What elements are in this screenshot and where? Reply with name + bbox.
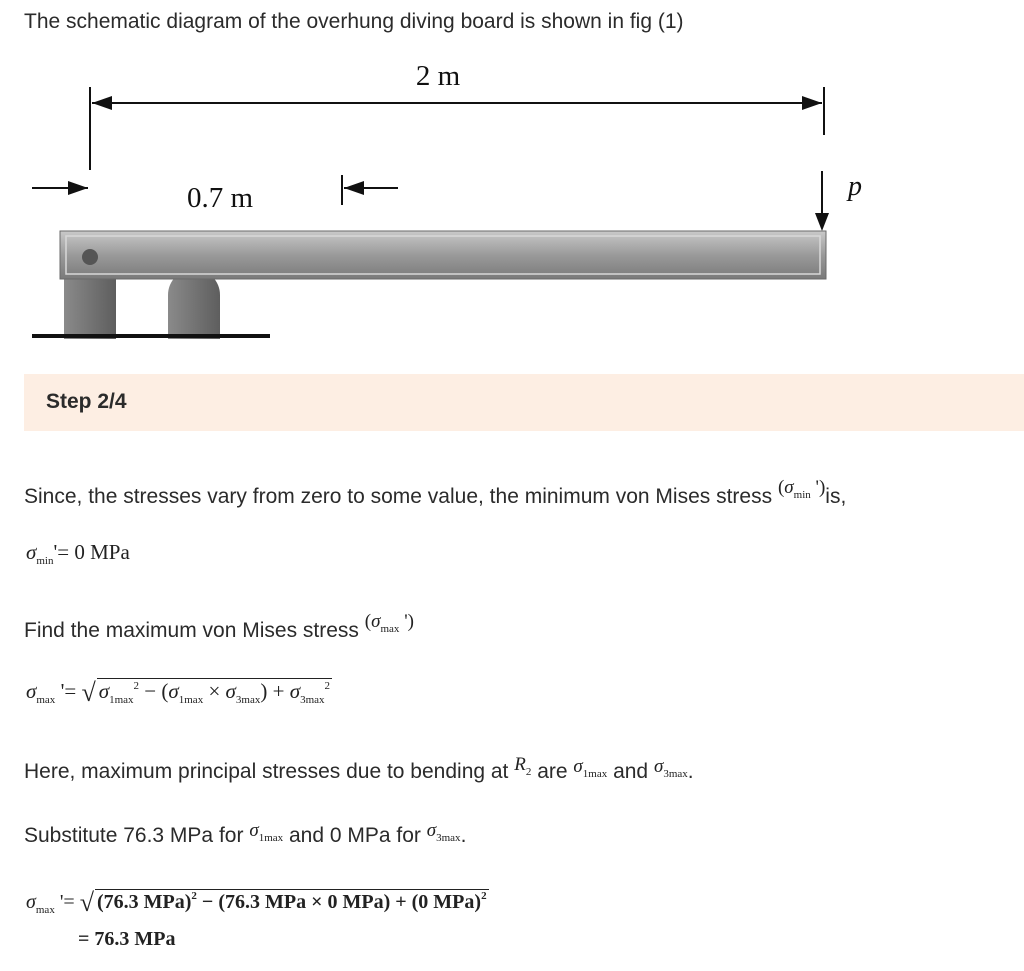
step-header — [24, 374, 1024, 431]
sigma-1max-symbol: $\sigma_{1max}$ — [249, 820, 284, 844]
max-stress-text: Find the maximum von Mises stress — [24, 619, 359, 642]
intro-text: The schematic diagram of the overhung diving board is shown in fig (1) — [24, 10, 684, 33]
dimension-0-7m-label: 0.7 m — [186, 182, 254, 214]
min-stress-symbol: ($\sigma_{min}$ ') — [777, 477, 826, 501]
r2-symbol: $R_2$ — [514, 754, 532, 778]
min-stress-suffix: is, — [825, 485, 847, 508]
equation-von-mises: $\sigma_{max}$ '= √ $\sigma_{1max}^2 - (\sigma_{1max} \times \sigma_{3max}) + \sigma_{3max}^2$ — [26, 678, 331, 707]
pin-icon — [82, 249, 98, 265]
equation-min-stress: $\sigma_{min}'= 0$ MPa — [26, 540, 130, 567]
dimension-2m — [90, 87, 824, 170]
equation-result: = 76.3 MPa — [78, 928, 176, 950]
max-stress-sentence — [24, 611, 414, 645]
principal-stress-sentence: Here, maximum principal stresses due to bending at $R_2$ are $\sigma_{1max}$ and $\sigma_{3max}$. — [24, 754, 694, 783]
substitute-sentence: Substitute 76.3 MPa for $\sigma_{1max}$ and 0 MPa for $\sigma_{3max}$. — [24, 820, 467, 847]
roller-support — [168, 269, 220, 339]
dimension-2m-label: 2 m — [415, 60, 461, 92]
diving-board-beam — [60, 231, 826, 279]
load-arrow — [815, 171, 829, 231]
step-label: Step 2/4 — [46, 390, 127, 413]
diving-board-diagram — [0, 45, 1024, 345]
sigma-3max-symbol: $\sigma_{3max}$ — [653, 756, 688, 780]
min-stress-text: Since, the stresses vary from zero to some value, the minimum von Mises stress — [24, 485, 773, 508]
max-stress-symbol: ($\sigma_{max}$ ') — [364, 611, 414, 635]
equation-substituted: $\sigma_{max}$ '= √ (76.3 MPa)$^2$ − (76.3 MPa × 0 MPa) + (0 MPa)$^2$ — [26, 888, 487, 917]
load-label: p — [848, 171, 862, 202]
sigma-1max-symbol: $\sigma_{1max}$ — [573, 756, 608, 780]
min-stress-sentence — [24, 477, 847, 511]
sigma-3max-symbol: $\sigma_{3max}$ — [426, 820, 461, 844]
